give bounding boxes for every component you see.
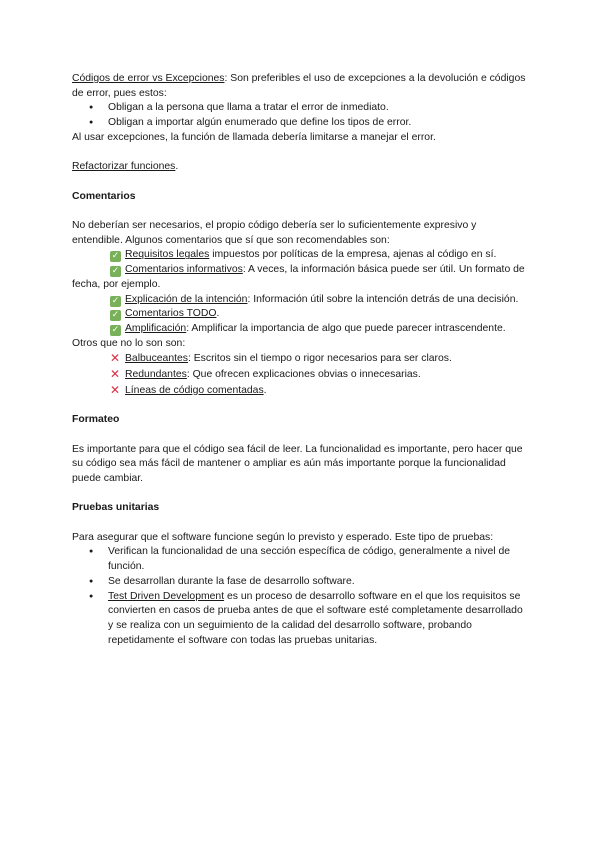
good-comment-title[interactable]: Requisitos legales [125, 249, 210, 261]
comentarios-intro: No deberían ser necesarios, el propio código debería ser lo suficientemente expresivo y entendible. Algunos comentarios que sí que son recomendables son: [72, 219, 477, 246]
comentarios-heading: Comentarios [72, 190, 136, 202]
bad-comment-item: ✕ Balbuceantes: Escritos sin el tiempo o rigor necesarios para ser claros. [110, 351, 452, 366]
pruebas-heading: Pruebas unitarias [72, 502, 160, 514]
formateo-heading: Formateo [72, 414, 120, 426]
check-mark-icon: ✓ [111, 295, 120, 306]
bad-comment-title[interactable]: Balbuceantes [125, 353, 188, 365]
good-comment-title[interactable]: Comentarios informativos [125, 264, 243, 276]
bad-comment-title[interactable]: Redundantes [125, 369, 187, 381]
good-comment-title[interactable]: Amplificación [125, 322, 187, 334]
list-item: ● Obligan a la persona que llama a tratar el error de inmediato. [72, 101, 528, 116]
pruebas-intro: Para asegurar que el software funcione según lo previsto y esperado. Este tipo de pruebas: [72, 531, 494, 543]
bad-comment-item: ✕ Redundantes: Que ofrecen explicaciones obvias o innecesarias. [110, 367, 421, 382]
list-item: ● Se desarrollan durante la fase de desarrollo software. [72, 575, 528, 590]
codigos-error-link[interactable]: Códigos de error vs Excepciones [72, 73, 225, 84]
refactorizar-link[interactable]: Refactorizar funciones [72, 161, 176, 173]
intro-paragraph: Códigos de error vs Excepciones: Son preferibles el uso de excepciones a la devolución e códigos de error, pues estos: [72, 73, 526, 99]
good-comment-item: ✓ Comentarios informativos: A veces, la información básica puede ser útil. Un formato de fecha, por ejemplo. [72, 264, 525, 290]
formateo-paragraph: Es importante para que el código sea fácil de leer. La funcionalidad es importante, pero hacer que su código sea más fácil de mantener o ampliar es aún más importante porque la funcionalidad puede cambiar. [72, 443, 523, 484]
cross-mark-icon: ✕ [110, 351, 121, 366]
check-mark-icon: ✓ [111, 251, 120, 262]
list-item: ● Obligan a importar algún enumerado que define los tipos de error. [72, 116, 528, 131]
check-mark-icon: ✓ [111, 324, 120, 335]
good-comment-title[interactable]: Explicación de la intención [125, 293, 248, 305]
bad-comments-intro: Otros que no lo son son: [72, 337, 186, 349]
cross-mark-icon: ✕ [110, 382, 121, 397]
list-item: ● Verifican la funcionalidad de una sección específica de código, generalmente a nivel de función. [72, 545, 528, 574]
good-comment-item: ✓ Comentarios TODO. [111, 308, 220, 321]
check-mark-icon: ✓ [111, 310, 120, 321]
list-item: ● Test Driven Development es un proceso de desarrollo software en el que los requisitos se convierten en casos de prueba antes de que el software esté completamente desarrollado y se realiza con un seguimiento de la calidad del desarrollo software, probando repetidamente el software con todas las pruebas unitarias. [72, 590, 528, 649]
refactor-paragraph: Refactorizar funciones. [72, 161, 179, 173]
bad-comment-title[interactable]: Líneas de código comentadas [125, 384, 264, 396]
cross-mark-icon: ✕ [110, 367, 121, 382]
good-comment-item: ✓ Amplificación: Amplificar la importancia de algo que puede parecer intrascendente. [111, 322, 506, 335]
check-mark-icon: ✓ [111, 266, 120, 277]
good-comment-title[interactable]: Comentarios TODO [125, 308, 217, 320]
good-comment-item: ✓ Explicación de la intención: Información útil sobre la intención detrás de una decisión. [111, 293, 519, 306]
tdd-link[interactable]: Test Driven Development [108, 590, 225, 602]
pruebas-bullet-list [72, 545, 528, 648]
intro-bullet-list [72, 101, 528, 130]
intro-closing: Al usar excepciones, la función de llamada debería limitarse a manejar el error. [72, 131, 436, 143]
bad-comment-item: ✕ Líneas de código comentadas. [110, 382, 267, 397]
good-comment-item: ✓ Requisitos legales impuestos por políticas de la empresa, ajenas al código en sí. [111, 249, 497, 262]
